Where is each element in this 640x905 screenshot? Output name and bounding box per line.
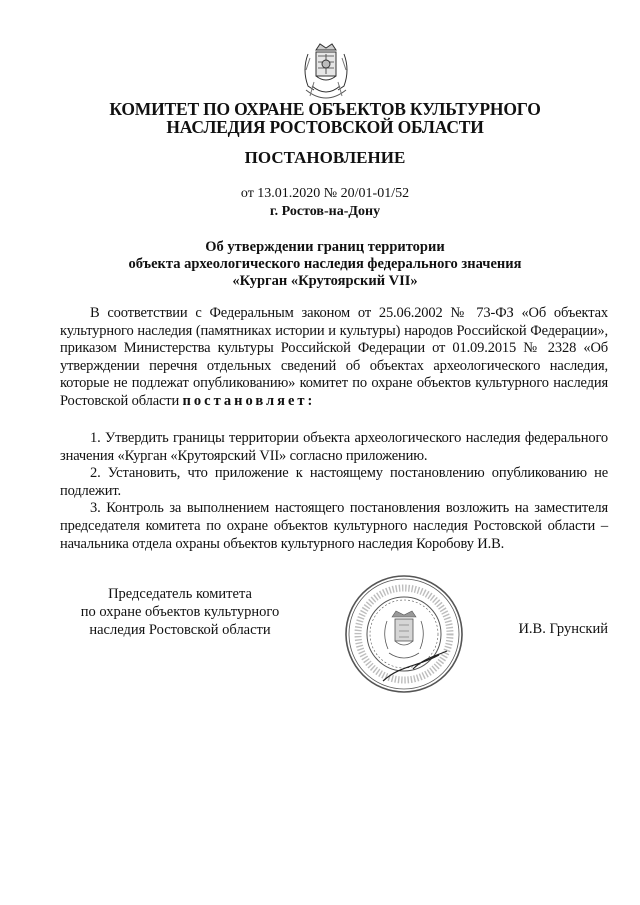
resolution-item-1: 1. Утвердить границы территории объекта археологического наследия федерального значения «Курган «Крутоярский VII» согласно приложению. xyxy=(60,430,608,464)
signatory-title-line-1: Председатель комитета xyxy=(108,586,252,602)
document-type: ПОСТАНОВЛЕНИЕ xyxy=(244,148,406,167)
city: г. Ростов-на-Дону xyxy=(269,204,381,219)
resolves-word: постановляет: xyxy=(182,392,316,409)
subject-line-3: «Курган «Крутоярский VII» xyxy=(232,273,418,289)
subject-line-2: объекта археологического наследия федерального значения xyxy=(128,256,522,272)
resolution-items xyxy=(60,430,608,553)
preamble-text: В соответствии с Федеральным законом от 25.06.2002 № 73-ФЗ «Об объектах культурного наследия (памятниках истории и культуры) народов Российской Федерации», приказом Министерства культуры Российской Федерации от 01.09.2015 № 2328 «Об утверждении перечня отдельных сведений об объектах археологического наследия, которые не подлежат опубликованию» комитет по охране объектов культурного наследия Ростовской области xyxy=(60,305,608,409)
date-number: от 13.01.2020 № 20/01-01/52 xyxy=(240,186,410,201)
signatory-title xyxy=(60,585,300,639)
coat-of-arms-icon xyxy=(294,40,358,108)
resolution-item-3: 3. Контроль за выполнением настоящего постановления возложить на заместителя председателя комитета по охране объектов культурного наследия Ростовской области – начальника отдела охраны объектов культурного наследия Коробову И.В. xyxy=(60,500,608,552)
preamble-paragraph xyxy=(60,305,608,411)
org-line-2: НАСЛЕДИЯ РОСТОВСКОЙ ОБЛАСТИ xyxy=(166,117,484,137)
signatory-title-line-2: по охране объектов культурного xyxy=(80,604,280,620)
document-subject xyxy=(60,239,590,290)
org-line-1: КОМИТЕТ ПО ОХРАНЕ ОБЪЕКТОВ КУЛЬТУРНОГО xyxy=(109,99,541,119)
organization-name xyxy=(60,100,590,136)
signatory-name: И.В. Грунский xyxy=(518,621,608,637)
resolution-item-2: 2. Установить, что приложение к настоящему постановлению опубликованию не подлежит. xyxy=(60,465,608,499)
subject-line-1: Об утверждении границ территории xyxy=(205,239,445,255)
official-seal-stamp xyxy=(343,573,465,695)
signatory-title-line-3: наследия Ростовской области xyxy=(89,622,271,638)
